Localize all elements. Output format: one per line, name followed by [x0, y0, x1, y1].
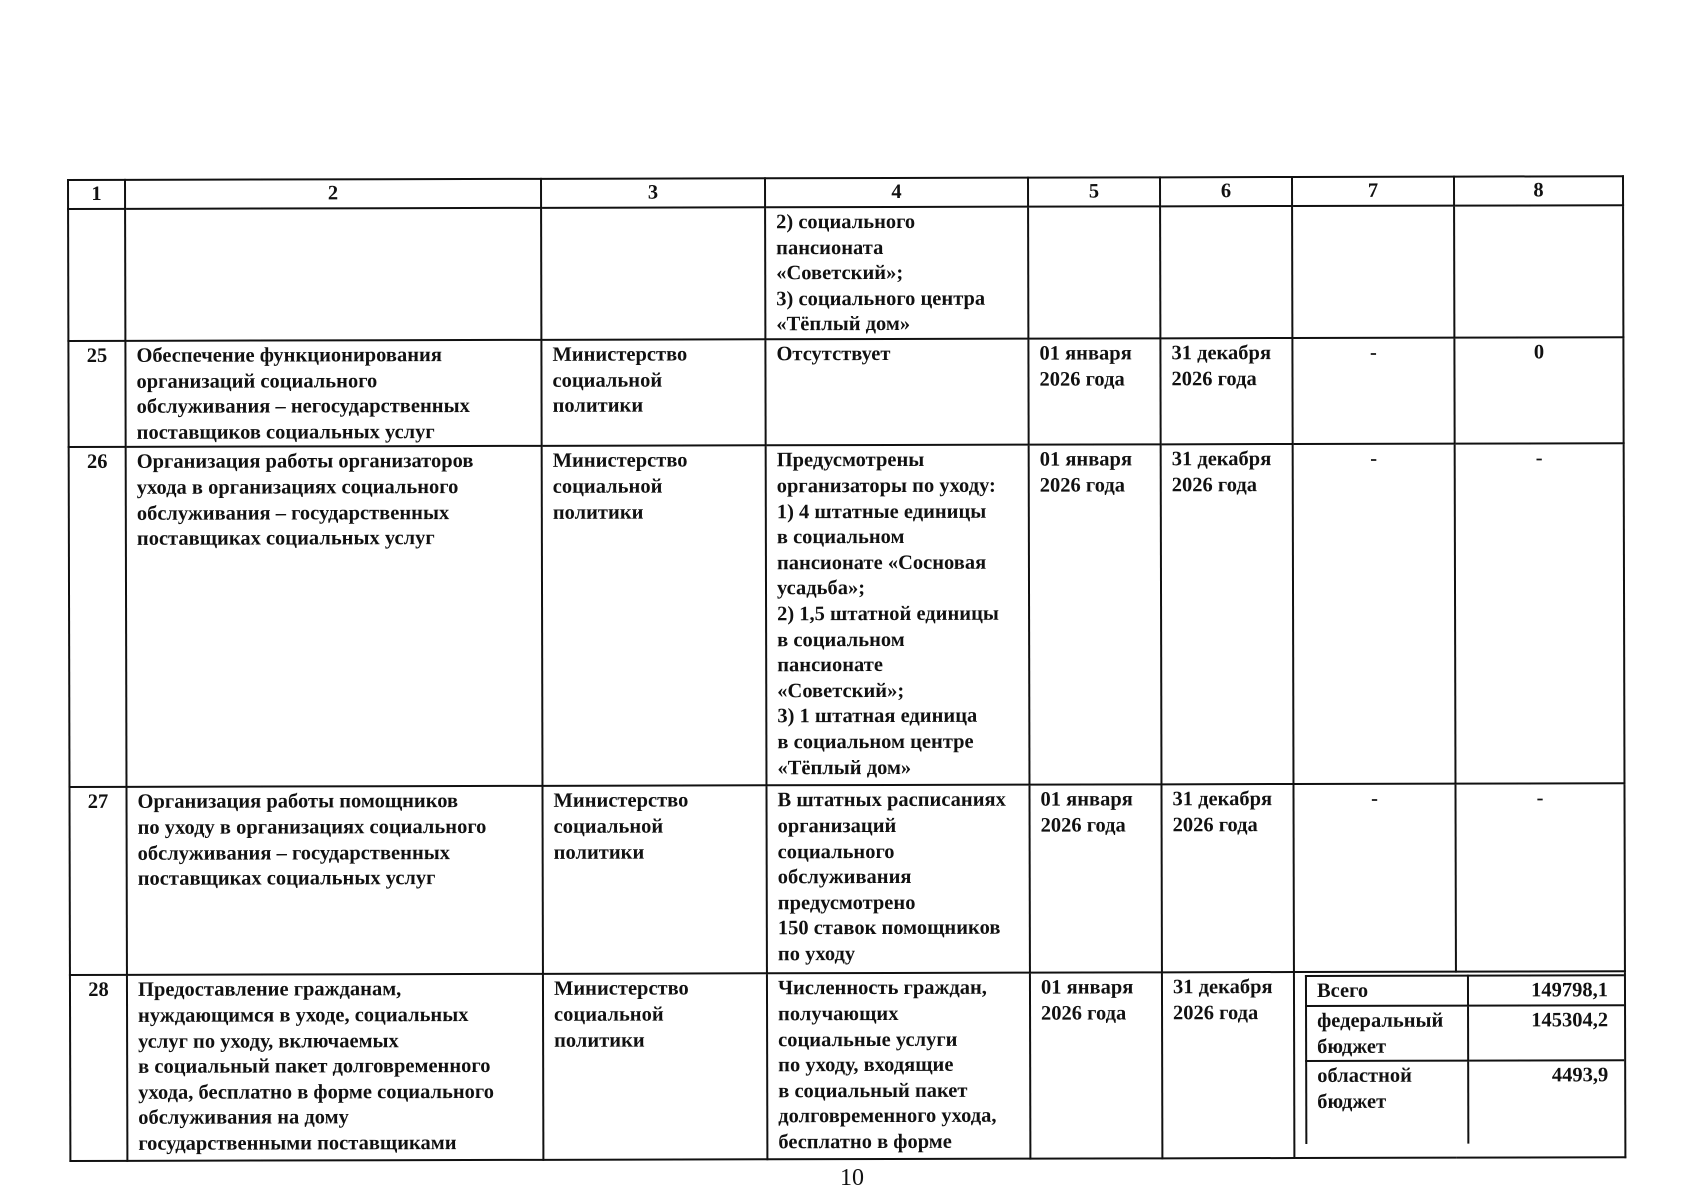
header-cell: 6	[1160, 177, 1292, 206]
table-cell	[1160, 206, 1292, 338]
measure-name: Обеспечение функционирования организаций социального обслуживания – негосударственных поставщиков социальных услуг	[125, 340, 541, 447]
continuation-row	[68, 205, 1623, 341]
table-row	[68, 337, 1623, 447]
table-cell	[1028, 206, 1160, 338]
financing-row	[1306, 976, 1625, 1006]
header-cell: 3	[541, 178, 765, 208]
start-date: 01 января 2026 года	[1030, 973, 1162, 1159]
financing-source: Всего	[1306, 976, 1468, 1006]
financing-amount: 145304,2	[1468, 1005, 1625, 1061]
row-number: 25	[68, 341, 125, 448]
start-date: 01 января 2026 года	[1028, 338, 1160, 445]
executor-cell: Министерство социальной политики	[542, 786, 766, 975]
table-cell	[125, 208, 541, 341]
header-cell: 5	[1028, 177, 1160, 206]
end-date: 31 декабря 2026 года	[1162, 972, 1294, 1158]
funding-amount: -	[1455, 784, 1624, 972]
table-cell	[1454, 205, 1623, 337]
result-cell: Отсутствует	[765, 339, 1028, 446]
start-date: 01 января 2026 года	[1029, 785, 1161, 973]
start-date: 01 января 2026 года	[1029, 445, 1162, 785]
row-number: 26	[69, 447, 127, 787]
financing-amount: 4493,9	[1468, 1060, 1625, 1143]
row-number: 27	[69, 787, 126, 975]
header-cell: 2	[125, 179, 541, 209]
funding-source: -	[1293, 444, 1456, 784]
result-cell: 2) социального пансионата «Советский»; 3) социального центра «Тёплый дом»	[765, 207, 1028, 340]
header-cell: 7	[1292, 177, 1454, 206]
executor-cell: Министерство социальной политики	[541, 339, 765, 446]
end-date: 31 декабря 2026 года	[1161, 444, 1294, 784]
end-date: 31 декабря 2026 года	[1161, 784, 1293, 972]
header-cell: 8	[1454, 176, 1623, 205]
measure-name: Организация работы организаторов ухода в организациях социального обслуживания – государственных поставщиках социальных услуг	[126, 446, 543, 787]
header-cell: 1	[68, 180, 125, 209]
funding-source: -	[1293, 784, 1455, 972]
measure-name: Организация работы помощников по уходу в организациях социального обслуживания – государственных поставщиках социальных услуг	[126, 786, 542, 975]
table-row	[70, 972, 1625, 1162]
header-row	[68, 176, 1623, 209]
table-cell	[68, 209, 125, 341]
measure-name: Предоставление гражданам, нуждающимся в уходе, социальных услуг по уходу, включаемых в социальный пакет долговременного ухода, бесплатно в форме социального обслуживания на дому государственными поставщиками	[127, 974, 543, 1161]
result-cell: Численность граждан, получающих социальные услуги по уходу, входящие в социальный пакет долговременного ухода, бесплатно в форме	[767, 973, 1030, 1160]
financing-source: областной бюджет	[1306, 1061, 1468, 1144]
funding-amount: -	[1455, 444, 1625, 784]
financing-cell	[1294, 972, 1625, 1159]
table-row	[69, 784, 1624, 976]
measures-table	[67, 175, 1626, 1162]
table-cell	[1292, 206, 1454, 338]
row-number: 28	[70, 975, 127, 1161]
financing-table	[1305, 975, 1625, 1145]
executor-cell: Министерство социальной политики	[543, 974, 767, 1161]
header-cell: 4	[765, 178, 1028, 208]
page-number: 10	[840, 1165, 864, 1191]
funding-amount: 0	[1454, 337, 1623, 444]
financing-row	[1306, 1060, 1625, 1144]
result-cell: Предусмотрены организаторы по уходу: 1) 4 штатные единицы в социальном пансионате «Сосновая усадьба»; 2) 1,5 штатной единицы в социальном пансионате «Советский»; 3) 1 штатная единица в социальном центре «Тёплый дом»	[766, 445, 1030, 786]
result-cell: В штатных расписаниях организаций социального обслуживания предусмотрено 150 ставок помощников по уходу	[766, 785, 1029, 974]
financing-amount: 149798,1	[1468, 976, 1625, 1006]
financing-source: федеральный бюджет	[1306, 1006, 1468, 1062]
executor-cell: Министерство социальной политики	[542, 446, 767, 787]
funding-source: -	[1292, 338, 1454, 445]
end-date: 31 декабря 2026 года	[1160, 338, 1292, 445]
table-row	[69, 444, 1625, 788]
financing-row	[1306, 1005, 1625, 1061]
table-cell	[541, 207, 765, 340]
